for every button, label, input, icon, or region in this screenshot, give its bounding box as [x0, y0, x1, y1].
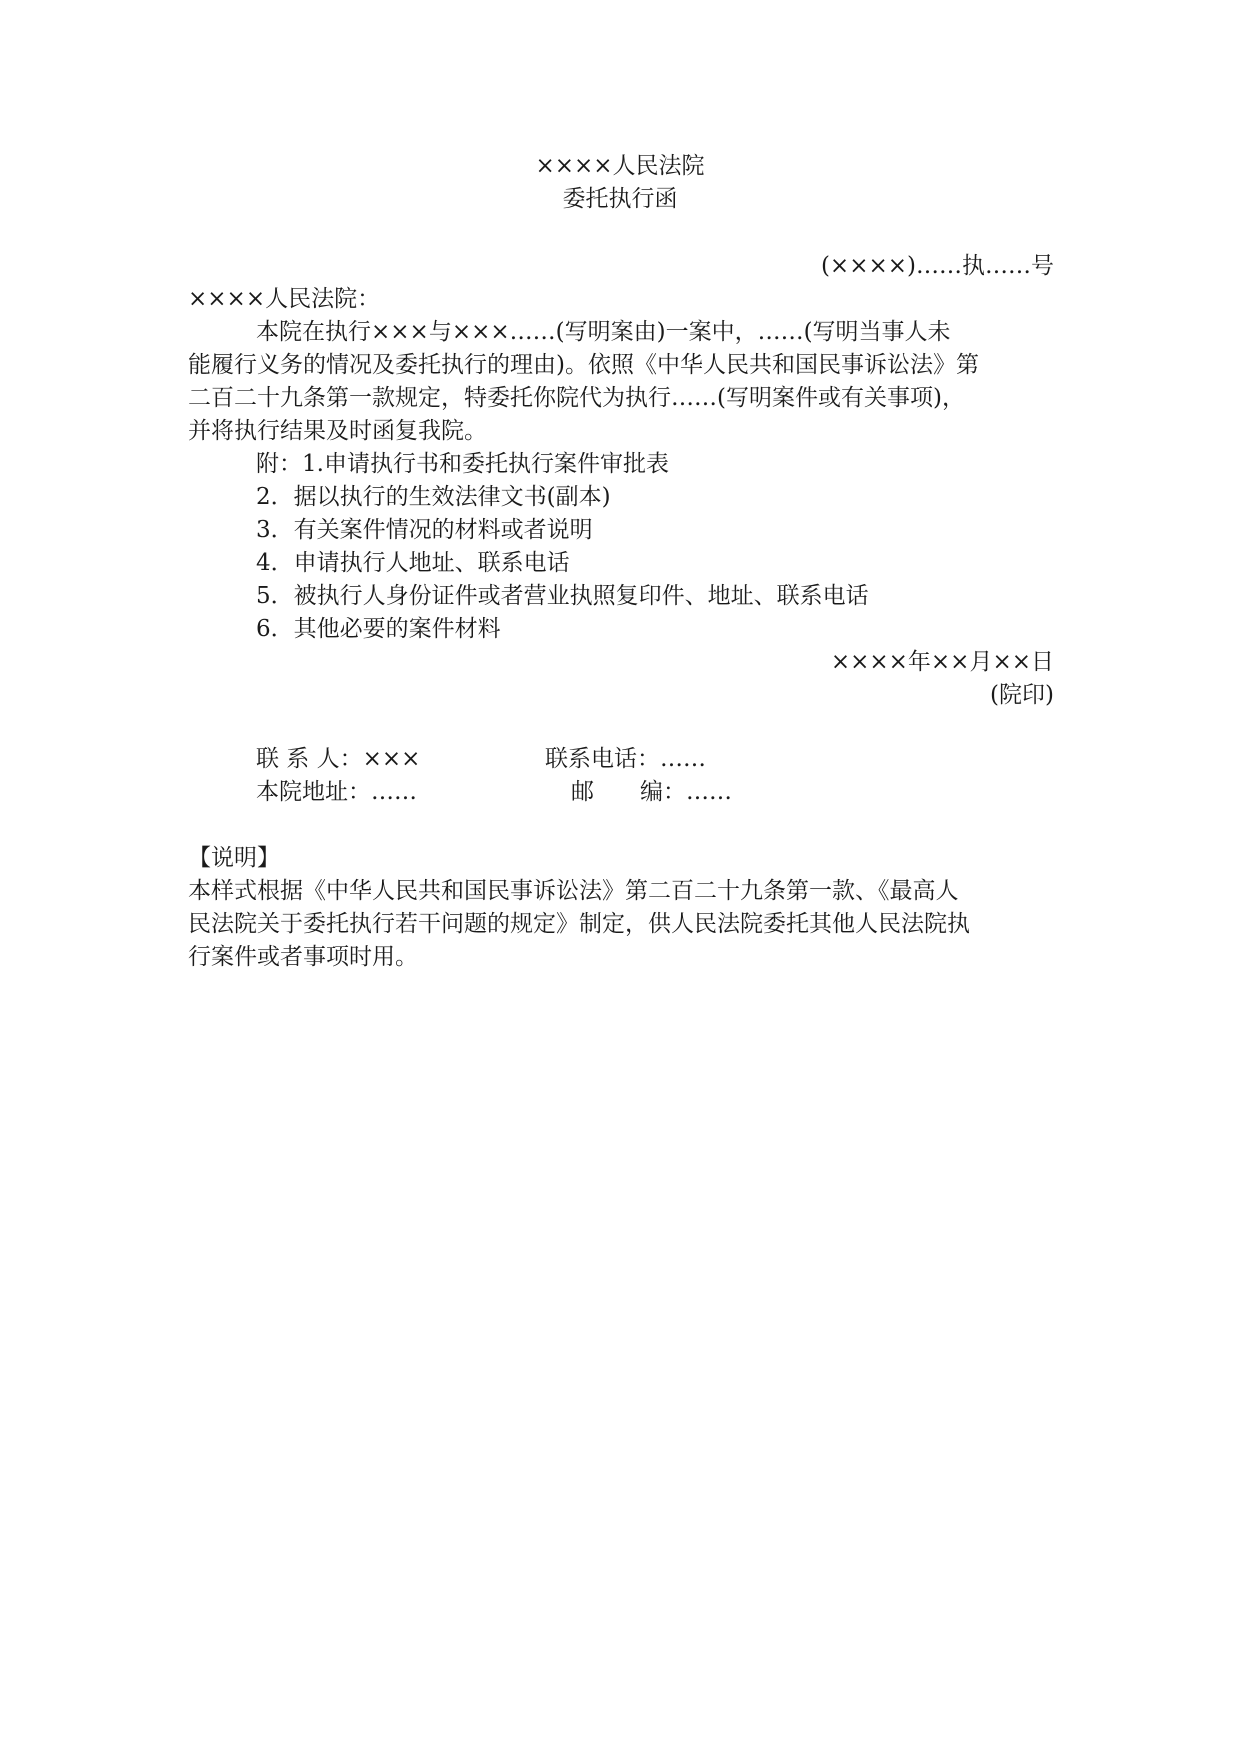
addressee: ××××人民法院： — [188, 286, 381, 312]
contact-phone: 联系电话：…… — [545, 746, 706, 772]
notes-line: 行案件或者事项时用。 — [188, 944, 418, 970]
case-number: (××××)……执……号 — [820, 253, 1054, 279]
issue-date: ××××年××月××日 — [830, 649, 1054, 675]
body-line: 二百二十九条第一款规定，特委托你院代为执行……(写明案件或有关事项)， — [188, 385, 965, 411]
contact-person: 联 系 人：××× — [256, 746, 421, 772]
attachment-item: 附：1.申请执行书和委托执行案件审批表 — [256, 451, 669, 477]
attachment-item: 5．被执行人身份证件或者营业执照复印件、地址、联系电话 — [256, 583, 869, 609]
court-address: 本院地址：…… — [256, 779, 417, 805]
notes-line: 民法院关于委托执行若干问题的规定》制定，供人民法院委托其他人民法院执 — [188, 911, 970, 937]
attachment-item: 4．申请执行人地址、联系电话 — [256, 550, 570, 576]
document-title: 委托执行函 — [562, 186, 678, 212]
court-name: ××××人民法院 — [535, 153, 705, 179]
body-line: 本院在执行×××与×××……(写明案由)一案中，……(写明当事人未 — [256, 319, 951, 345]
attachment-item: 2．据以执行的生效法律文书(副本) — [256, 484, 611, 510]
postcode: 邮 编：…… — [571, 779, 732, 805]
notes-line: 本样式根据《中华人民共和国民事诉讼法》第二百二十九条第一款、《最高人 — [188, 878, 959, 904]
attachment-item: 3．有关案件情况的材料或者说明 — [256, 517, 593, 543]
attachment-item: 6．其他必要的案件材料 — [256, 616, 501, 642]
court-seal: (院印) — [990, 682, 1054, 708]
body-line: 能履行义务的情况及委托执行的理由)。依照《中华人民共和国民事诉讼法》第 — [188, 352, 979, 378]
notes-heading: 【说明】 — [188, 845, 280, 871]
body-line: 并将执行结果及时函复我院。 — [188, 418, 487, 444]
